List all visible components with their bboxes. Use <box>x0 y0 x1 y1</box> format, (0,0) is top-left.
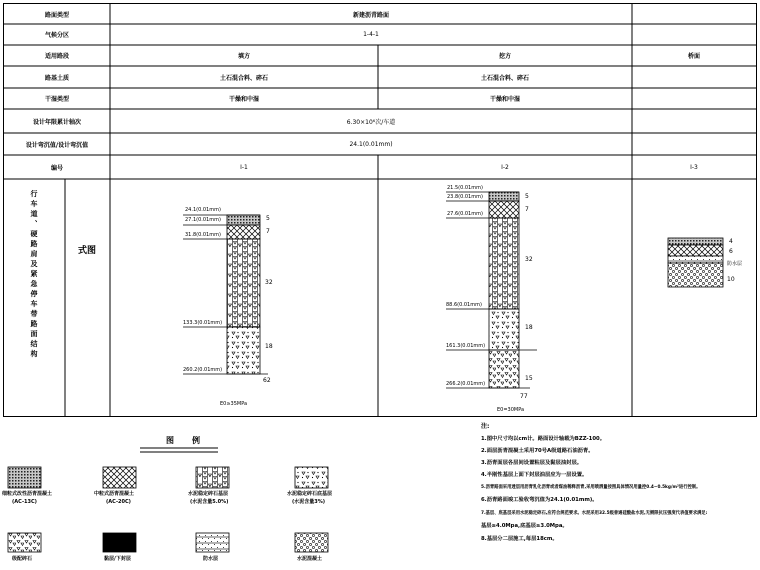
note-6: 6.沥青路面竣工验收弯沉值为24.1(0.01mm)。 <box>481 497 598 503</box>
soil-cut: 土石混合料、碎石 <box>480 74 529 82</box>
i1-e0: E0≥35MPa <box>220 401 248 407</box>
row-label-axle-load: 设计年限累计轴次 <box>32 118 81 126</box>
note-7-cont: 基层≥4.0Mpa,底基层≥3.0Mpa。 <box>481 523 568 529</box>
note-4: 4.半刚性基层上面下封层油层应为一层设置。 <box>481 472 588 478</box>
i2-level-5: 161.3(0.01mm) <box>446 343 486 349</box>
section-fill: 填方 <box>237 53 250 60</box>
code-i3: Ⅰ-3 <box>690 163 698 171</box>
i1-level-2: 27.1(0.01mm) <box>185 217 221 223</box>
legend-sub-subbase: (水泥含量3%) <box>292 499 326 505</box>
climate-zone-value: 1-4-1 <box>363 31 379 38</box>
i1-level-3: 31.8(0.01mm) <box>185 232 221 238</box>
deflection-value: 24.1(0.01mm) <box>349 140 393 148</box>
legend-label-ac13: 细粒式改性沥青混凝土 <box>2 491 53 497</box>
note-7: 7.基层、底基层采用水泥稳定碎石,应符合规范要求。水泥采用32.5级普通硅酸盐水泥,无侧限抗压强度代表值要求满足: <box>481 511 708 516</box>
legend-label-ac20: 中粒式沥青混凝土 <box>94 491 135 497</box>
moisture-cut: 干燥和中湿 <box>489 96 520 103</box>
axle-load-value: 6.30×10⁶次/车道 <box>346 118 396 126</box>
notes-title: 注: <box>481 423 490 430</box>
i1-layer-2: 7 <box>266 228 270 235</box>
i3-layer-2: 6 <box>729 248 733 255</box>
legend-label-waterproof: 防水层 <box>203 556 219 562</box>
i1-layer-5: 62 <box>263 377 271 384</box>
i2-level-6: 266.2(0.01mm) <box>446 381 486 387</box>
moisture-fill: 干燥和中湿 <box>228 96 259 103</box>
figure-label: 图式 <box>76 245 95 294</box>
i1-level-1: 24.1(0.01mm) <box>185 207 221 213</box>
i3-layer-4: 10 <box>727 276 735 283</box>
column-i2 <box>446 192 537 388</box>
road-type-value: 新建沥青路面 <box>352 11 389 19</box>
i1-level-4: 133.3(0.01mm) <box>183 320 223 326</box>
i2-level-4: 88.6(0.01mm) <box>446 302 482 308</box>
i3-layer-1: 4 <box>729 238 733 245</box>
note-3: 3.沥青面层各层间设置粘层及黏层油封层。 <box>481 460 583 466</box>
i1-layer-3: 32 <box>265 279 273 286</box>
column-i3 <box>668 238 723 287</box>
legend-sub-ac20: (AC-20C) <box>106 499 131 505</box>
note-2: 2.面层沥青混凝土采用70号A级道路石油沥青。 <box>481 448 594 454</box>
note-8: 8.基层分二层施工,每层18cm。 <box>481 536 558 542</box>
code-i1: Ⅰ-1 <box>240 163 248 171</box>
legend-title: 图例 <box>166 436 218 445</box>
i2-layer-2: 7 <box>525 206 529 213</box>
row-label-soil: 路基土质 <box>44 74 69 82</box>
soil-fill: 土石混合料、碎石 <box>219 74 268 82</box>
note-1: 1.图中尺寸均以cm计。路面设计轴载为BZZ-100。 <box>481 436 605 442</box>
legend-sub-base: (水泥含量5.0%) <box>190 499 229 505</box>
note-5: 5.沥青路面采用透层用沥青乳化沥青或者煤油稀释沥青,采用喷洒量按照具体情况用量控0.4~0.5kg/m²进行控制。 <box>481 485 701 490</box>
i2-e0: E0=30MPa <box>497 407 525 413</box>
legend-label-gravel: 级配碎石 <box>12 556 33 562</box>
row-label-section: 适用路段 <box>44 53 69 60</box>
row-label-road-type: 路面类型 <box>44 11 69 19</box>
i2-level-2: 23.8(0.01mm) <box>447 194 483 200</box>
i2-layer-5: 15 <box>525 375 533 382</box>
legend-label-subbase: 水泥稳定碎石底基层 <box>287 491 333 497</box>
i2-layer-4: 18 <box>525 324 533 331</box>
side-label: 行车道、硬路肩及紧急停车带路面结构 <box>30 190 38 360</box>
i2-level-3: 27.6(0.01mm) <box>447 211 483 217</box>
legend-label-tack: 黏层/下封层 <box>104 556 131 562</box>
row-label-moisture: 干湿类型 <box>44 96 69 103</box>
row-label-code: 编号 <box>50 164 63 172</box>
i2-layer-6: 77 <box>520 393 528 400</box>
legend-label-concrete: 水泥混凝土 <box>297 556 323 562</box>
section-cut: 挖方 <box>498 53 511 60</box>
i1-layer-1: 5 <box>266 215 270 222</box>
i1-level-5: 260.2(0.01mm) <box>183 367 223 373</box>
i2-level-1: 21.5(0.01mm) <box>447 185 483 191</box>
column-i1 <box>183 215 268 374</box>
i3-layer-3: 防水层 <box>727 261 743 267</box>
row-label-climate-zone: 气候分区 <box>44 32 69 39</box>
i2-layer-3: 32 <box>525 256 533 263</box>
legend-label-base: 水泥稳定碎石基层 <box>188 491 229 497</box>
section-bridge: 桥面 <box>687 53 700 60</box>
legend-sub-ac13: (AC-13C) <box>12 499 37 505</box>
i1-layer-4: 18 <box>265 343 273 350</box>
i2-layer-1: 5 <box>525 193 529 200</box>
code-i2: Ⅰ-2 <box>501 163 509 171</box>
row-label-deflection: 设计弯沉值/设计弯沉值 <box>25 141 89 149</box>
